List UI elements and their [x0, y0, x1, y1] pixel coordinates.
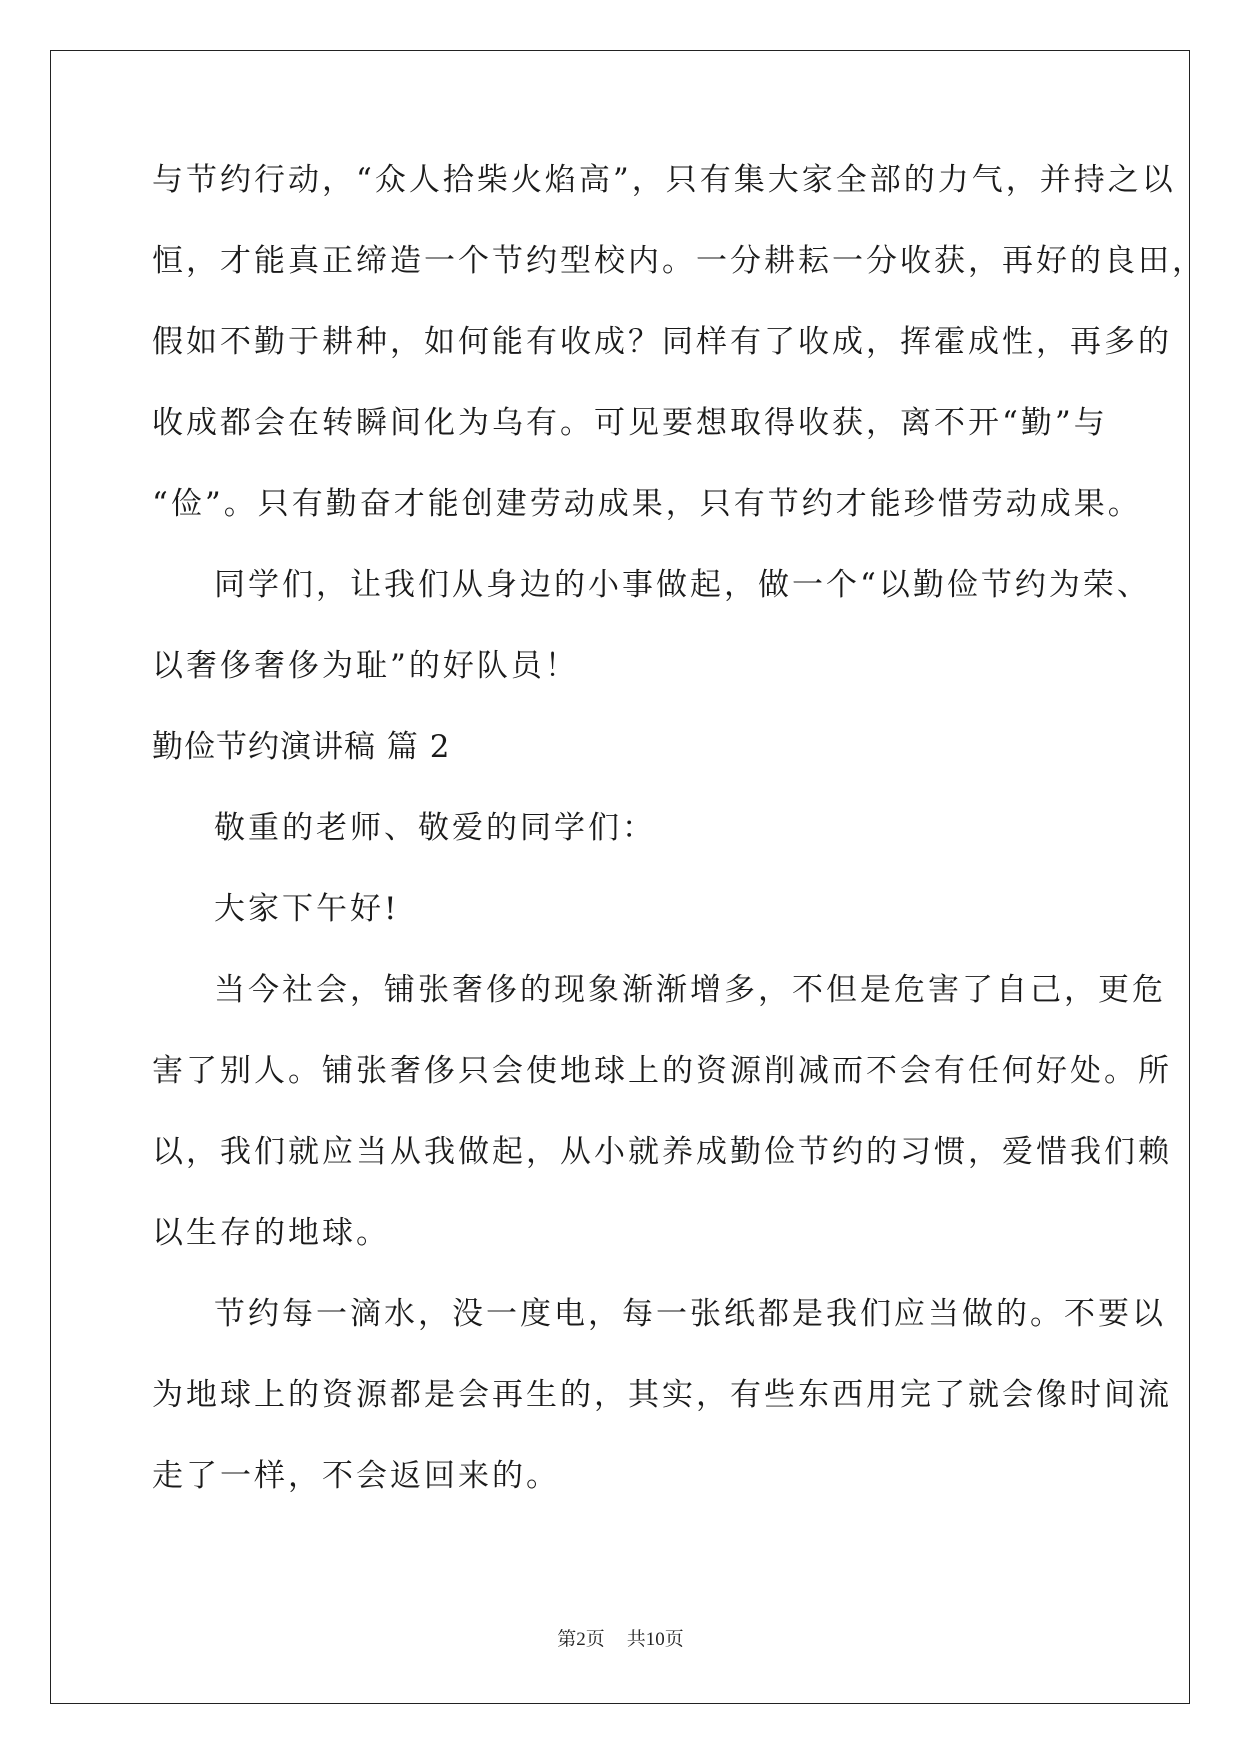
- page-number: 第2页: [557, 1629, 605, 1650]
- page-total: 共10页: [626, 1629, 684, 1650]
- paragraph-line: 为地球上的资源都是会再生的，其实，有些东西用完了就会像时间流: [152, 1377, 1172, 1413]
- paragraph-line: 害了别人。铺张奢侈只会使地球上的资源削减而不会有任何好处。所: [152, 1053, 1172, 1089]
- paragraph-line: 假如不勤于耕种，如何能有收成？同样有了收成，挥霍成性，再多的: [152, 324, 1172, 360]
- paragraph-line: 以生存的地球。: [152, 1215, 390, 1251]
- greeting-line: 大家下午好!: [214, 891, 400, 927]
- section-heading: 勤俭节约演讲稿 篇 2: [152, 729, 451, 765]
- paragraph-line: 与节约行动，“众人拾柴火焰高”，只有集大家全部的力气，并持之以: [152, 162, 1176, 198]
- paragraph-line: 走了一样，不会返回来的。: [152, 1458, 560, 1494]
- paragraph-line: 以，我们就应当从我做起，从小就养成勤俭节约的习惯，爱惜我们赖: [152, 1134, 1172, 1170]
- paragraph-line: 恒，才能真正缔造一个节约型校内。一分耕耘一分收获，再好的良田，: [152, 243, 1206, 279]
- salutation-line: 敬重的老师、敬爱的同学们：: [214, 810, 656, 846]
- paragraph-line: “俭”。只有勤奋才能创建劳动成果，只有节约才能珍惜劳动成果。: [152, 486, 1142, 522]
- document-body: [152, 160, 1206, 1537]
- paragraph-line: 以奢侈奢侈为耻”的好队员！: [152, 648, 579, 684]
- page-footer: [0, 1624, 1241, 1651]
- paragraph-line: 同学们，让我们从身边的小事做起，做一个“以勤俭节约为荣、: [214, 567, 1151, 603]
- paragraph-line: 收成都会在转瞬间化为乌有。可见要想取得收获，离不开“勤”与: [152, 405, 1108, 441]
- paragraph-line: 当今社会，铺张奢侈的现象渐渐增多，不但是危害了自己，更危: [214, 972, 1166, 1008]
- paragraph-line: 节约每一滴水，没一度电，每一张纸都是我们应当做的。不要以: [214, 1296, 1166, 1332]
